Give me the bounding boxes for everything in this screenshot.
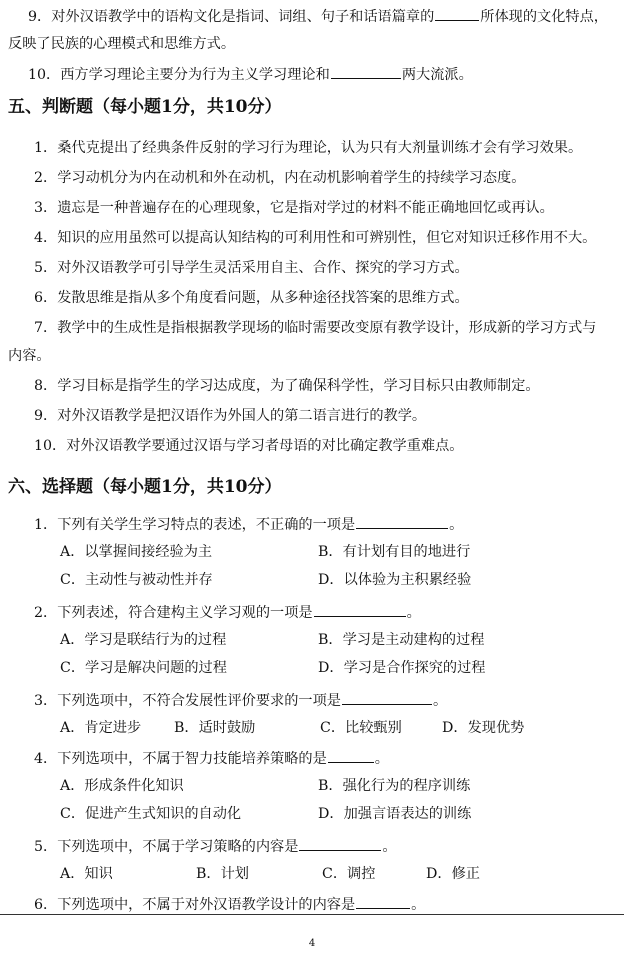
choice-question-4: 4．下列选项中，不属于智力技能培养策略的是 。 <box>34 748 389 769</box>
choice-question-1: 1．下列有关学生学习特点的表述，不正确的一项是 。 <box>34 514 463 535</box>
judge-item: 2．学习动机分为内在动机和外在动机，内在动机影响着学生的持续学习态度。 <box>34 170 526 186</box>
fill-question-9: 9．对外汉语教学中的语构文化是指词、词组、句子和话语篇章的 所体现的文化特点， <box>28 6 608 27</box>
page-number: 4 <box>308 938 316 949</box>
option-a: A．以掌握间接经验为主 <box>60 544 213 560</box>
option-d: D．学习是合作探究的过程 <box>318 660 486 676</box>
answer-blank <box>356 514 448 529</box>
option-c: C．学习是解决问题的过程 <box>60 660 227 676</box>
option-c: C．比较甄别 <box>320 720 402 736</box>
option-b: B．有计划有目的地进行 <box>318 544 471 560</box>
fill-question-10: 10．西方学习理论主要分为行为主义学习理论和 两大流派。 <box>28 64 473 85</box>
option-d: D．发现优势 <box>442 720 525 736</box>
choice-question-2: 2．下列表述，符合建构主义学习观的一项是 。 <box>34 602 421 623</box>
judge-item: 6．发散思维是指从多个角度看问题，从多种途径找答案的思维方式。 <box>34 290 469 306</box>
section-6-title: 六、选择题（每小题1分，共10分） <box>8 477 282 497</box>
judge-item: 4．知识的应用虽然可以提高认知结构的可利用性和可辨别性，但它对知识迁移作用不大。 <box>34 230 597 246</box>
judge-item: 5．对外汉语教学可引导学生灵活采用自主、合作、探究的学习方式。 <box>34 260 469 276</box>
option-c: C．主动性与被动性并存 <box>60 572 213 588</box>
option-b: B．计划 <box>196 866 249 882</box>
option-b: B．适时鼓励 <box>174 720 256 736</box>
option-b: B．学习是主动建构的过程 <box>318 632 485 648</box>
judge-item-cont: 内容。 <box>8 348 51 364</box>
option-c: C．促进产生式知识的自动化 <box>60 806 242 822</box>
option-d: D．以体验为主积累经验 <box>318 572 472 588</box>
judge-item: 3．遗忘是一种普遍存在的心理现象，它是指对学过的材料不能正确地回忆或再认。 <box>34 200 554 216</box>
option-b: B．强化行为的程序训练 <box>318 778 471 794</box>
option-a: A．知识 <box>60 866 113 882</box>
judge-item: 8．学习目标是指学生的学习达成度，为了确保科学性，学习目标只由教师制定。 <box>34 378 540 394</box>
option-a: A．形成条件化知识 <box>60 778 184 794</box>
choice-question-3: 3．下列选项中，不符合发展性评价要求的一项是 。 <box>34 690 447 711</box>
judge-item: 9．对外汉语教学是把汉语作为外国人的第二语言进行的教学。 <box>34 408 427 424</box>
fill-question-9-cont: 反映了民族的心理模式和思维方式。 <box>8 36 236 52</box>
answer-blank <box>356 894 410 909</box>
option-a: A．学习是联结行为的过程 <box>60 632 227 648</box>
choice-question-5: 5．下列选项中，不属于学习策略的内容是 。 <box>34 836 397 857</box>
choice-question-6: 6．下列选项中，不属于对外汉语教学设计的内容是 。 <box>34 894 425 915</box>
option-c: C．调控 <box>322 866 376 882</box>
answer-blank <box>328 748 374 763</box>
option-d: D．修正 <box>426 866 480 882</box>
answer-blank <box>435 6 479 21</box>
judge-item: 1．桑代克提出了经典条件反射的学习行为理论，认为只有大剂量训练才会有学习效果。 <box>34 140 583 156</box>
answer-blank <box>314 602 406 617</box>
judge-item: 10．对外汉语教学要通过汉语与学习者母语的对比确定教学重难点。 <box>34 438 464 454</box>
section-5-title: 五、判断题（每小题1分，共10分） <box>8 97 282 117</box>
option-d: D．加强言语表达的训练 <box>318 806 472 822</box>
judge-item: 7．教学中的生成性是指根据教学现场的临时需要改变原有教学设计，形成新的学习方式与 <box>34 320 597 336</box>
answer-blank <box>342 690 432 705</box>
option-a: A．肯定进步 <box>60 720 142 736</box>
footer-rule <box>0 914 624 915</box>
answer-blank <box>299 836 381 851</box>
answer-blank <box>331 64 401 79</box>
